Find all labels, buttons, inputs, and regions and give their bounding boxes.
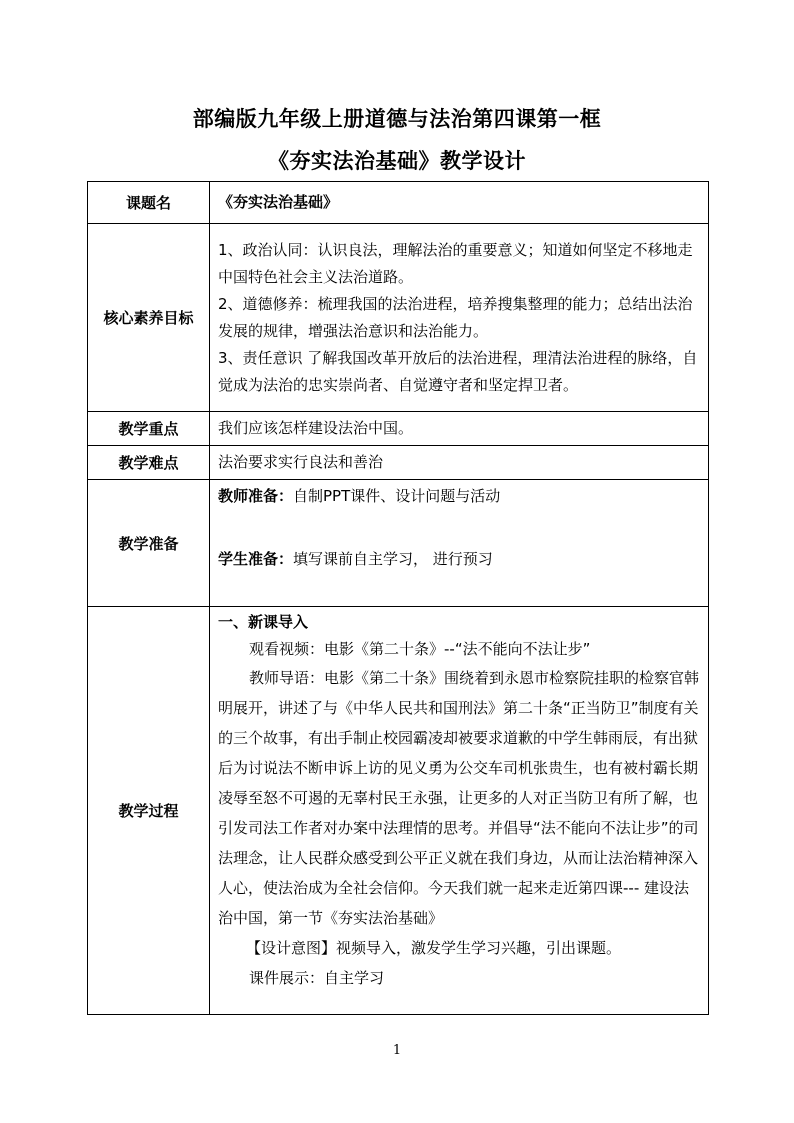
- student-preparation-value: 填写课前自主学习， 进行预习: [293, 550, 493, 568]
- difficulty-label: 教学难点: [88, 446, 210, 480]
- key-point-label: 教学重点: [88, 412, 210, 446]
- process-video: 观看视频：电影《第二十条》--“法不能向不法让步”: [249, 640, 591, 658]
- goal-item-2: 2、道德修养：梳理我国的法治进程，培养搜集整理的能力；总结出法治发展的规律，增强法治意识和法治能力。: [218, 294, 693, 340]
- goal-item-1: 1、政治认同：认识良法，理解法治的重要意义；知道如何坚定不移地走中国特色社会主义法治道路。: [218, 240, 693, 286]
- process-label: 教学过程: [88, 607, 210, 1015]
- preparation-content: [210, 480, 709, 607]
- goals-label: 核心素养目标: [88, 224, 210, 412]
- teacher-preparation-label: 教师准备：: [218, 487, 294, 505]
- difficulty-value: 法治要求实行良法和善治: [210, 446, 709, 480]
- teacher-preparation: [218, 483, 703, 510]
- lesson-plan-table: [87, 181, 709, 1015]
- process-section-title: 一、新课导入: [218, 613, 309, 631]
- table-row-key-point: [88, 412, 709, 446]
- table-row-topic: [88, 182, 709, 224]
- student-preparation: [218, 546, 703, 573]
- topic-label: 课题名: [88, 182, 210, 224]
- document-title-line2: 《夯实法治基础》教学设计: [268, 149, 526, 173]
- student-preparation-label: 学生准备：: [218, 550, 294, 568]
- topic-value: [210, 182, 709, 224]
- key-point-value: 我们应该怎样建设法治中国。: [210, 412, 709, 446]
- topic-name: 《夯实法治基础》: [218, 193, 339, 211]
- document-title-line1: 部编版九年级上册道德与法治第四课第一框: [192, 107, 602, 131]
- process-content: [210, 607, 709, 1015]
- preparation-label: 教学准备: [88, 480, 210, 607]
- table-row-goals: [88, 224, 709, 412]
- table-row-difficulty: [88, 446, 709, 480]
- process-intro: 教师导语：电影《第二十条》围绕着到永恩市检察院挂职的检察官韩明展开，讲述了与《中华人民共和国刑法》第二十条“正当防卫”制度有关的三个故事，有出手制止校园霸凌却被要求道歉的中学生韩雨辰，有出狱后为讨说法不断申诉上访的见义勇为公交车司机张贵生，也有被村霸长期凌辱至怒不可遏的无辜村民王永强，让更多的人对正当防卫有所了解，也引发司法工作者对办案中法理情的思考。并倡导“法不能向不法让步”的司法理念，让人民群众感受到公平正义就在我们身边，从而让法治精神深入人心，使法治成为全社会信仰。今天我们就一起来走近第四课--- 建设法治中国，第一节《夯实法治基础》: [218, 669, 700, 927]
- table-row-process: [88, 607, 709, 1015]
- teacher-preparation-value: 自制PPT课件、设计问题与活动: [293, 487, 501, 505]
- page-number: 1: [392, 1043, 402, 1058]
- goal-item-3: 3、责任意识 了解我国改革开放后的法治进程，理清法治进程的脉络，自觉成为法治的忠实崇尚者、自觉遵守者和坚定捍卫者。: [218, 348, 698, 394]
- table-row-preparation: [88, 480, 709, 607]
- process-courseware: 课件展示：自主学习: [249, 969, 385, 987]
- process-design-intent: 【设计意图】视频导入，激发学生学习兴趣，引出课题。: [246, 939, 622, 957]
- goals-list: [210, 224, 709, 412]
